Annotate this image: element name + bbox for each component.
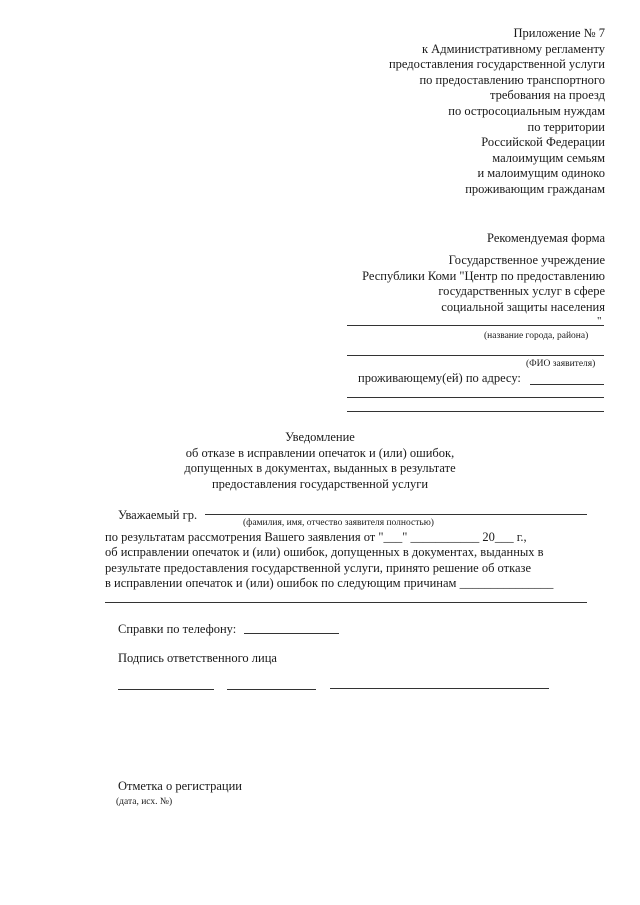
notice-title-line: предоставления государственной услуги <box>211 476 429 491</box>
city-district-line <box>347 325 604 326</box>
institution-closing-quote: " <box>597 315 602 327</box>
appendix-line: по предоставлению транспортного <box>419 72 605 87</box>
phone-label: Справки по телефону: <box>118 622 237 636</box>
registration-caption: (дата, исх. №) <box>116 797 173 807</box>
address-line-2 <box>347 397 604 398</box>
signature-line-1 <box>118 689 214 690</box>
body-line: в исправлении опечаток и (или) ошибок по следующим причинам _______________ <box>105 576 554 591</box>
institution-line: социальной защиты населения <box>441 299 605 314</box>
full-name-caption: (фамилия, имя, отчество заявителя полностью) <box>243 518 434 528</box>
appendix-line: проживающим гражданам <box>465 181 605 196</box>
reasons-line <box>105 602 587 603</box>
institution-line: Республики Коми "Центр по предоставлению <box>362 268 605 283</box>
notice-title-line: об отказе в исправлении опечаток и (или) ошибок, <box>185 445 455 460</box>
applicant-name-line <box>347 355 604 356</box>
appendix-line: малоимущим семьям <box>492 150 605 165</box>
address-line-3 <box>347 411 604 412</box>
institution-line: Государственное учреждение <box>448 253 605 267</box>
phone-line <box>244 633 339 634</box>
appendix-header <box>305 26 605 198</box>
notice-body <box>105 530 553 592</box>
signature-label: Подпись ответственного лица <box>118 651 277 665</box>
appendix-line: по остросоциальным нуждам <box>448 103 605 118</box>
notice-title <box>0 430 640 492</box>
recommended-form-label: Рекомендуемая форма <box>487 231 605 245</box>
appendix-line: Приложение № 7 <box>513 26 605 40</box>
institution-line: государственных услуг в сфере <box>438 284 605 299</box>
body-line: об исправлении опечаток и (или) ошибок, допущенных в документах, выданных в <box>105 545 544 560</box>
registration-label: Отметка о регистрации <box>118 779 242 793</box>
appendix-line: требования на проезд <box>489 88 605 103</box>
appendix-line: и малоимущим одиноко <box>477 166 605 181</box>
address-label: проживающему(ей) по адресу: <box>358 371 521 385</box>
applicant-name-caption: (ФИО заявителя) <box>526 359 596 369</box>
appendix-line: Российской Федерации <box>481 135 605 150</box>
notice-title-line: Уведомление <box>285 430 355 444</box>
city-district-caption: (название города, района) <box>484 331 589 341</box>
institution-block <box>305 253 605 315</box>
body-line: результате предоставления государственной услуги, принято решение об отказе <box>105 560 532 575</box>
appendix-line: по территории <box>527 119 605 134</box>
full-name-line <box>205 514 587 515</box>
salutation-label: Уважаемый гр. <box>118 508 198 522</box>
signature-line-3 <box>330 688 549 689</box>
signature-line-2 <box>227 689 316 690</box>
appendix-line: к Административному регламенту <box>421 41 605 56</box>
body-line: по результатам рассмотрения Вашего заявления от "___" ___________ 20___ г., <box>105 530 527 544</box>
appendix-line: предоставления государственной услуги <box>388 57 605 72</box>
notice-title-line: допущенных в документах, выданных в результате <box>184 461 456 476</box>
address-line-1 <box>530 384 604 385</box>
